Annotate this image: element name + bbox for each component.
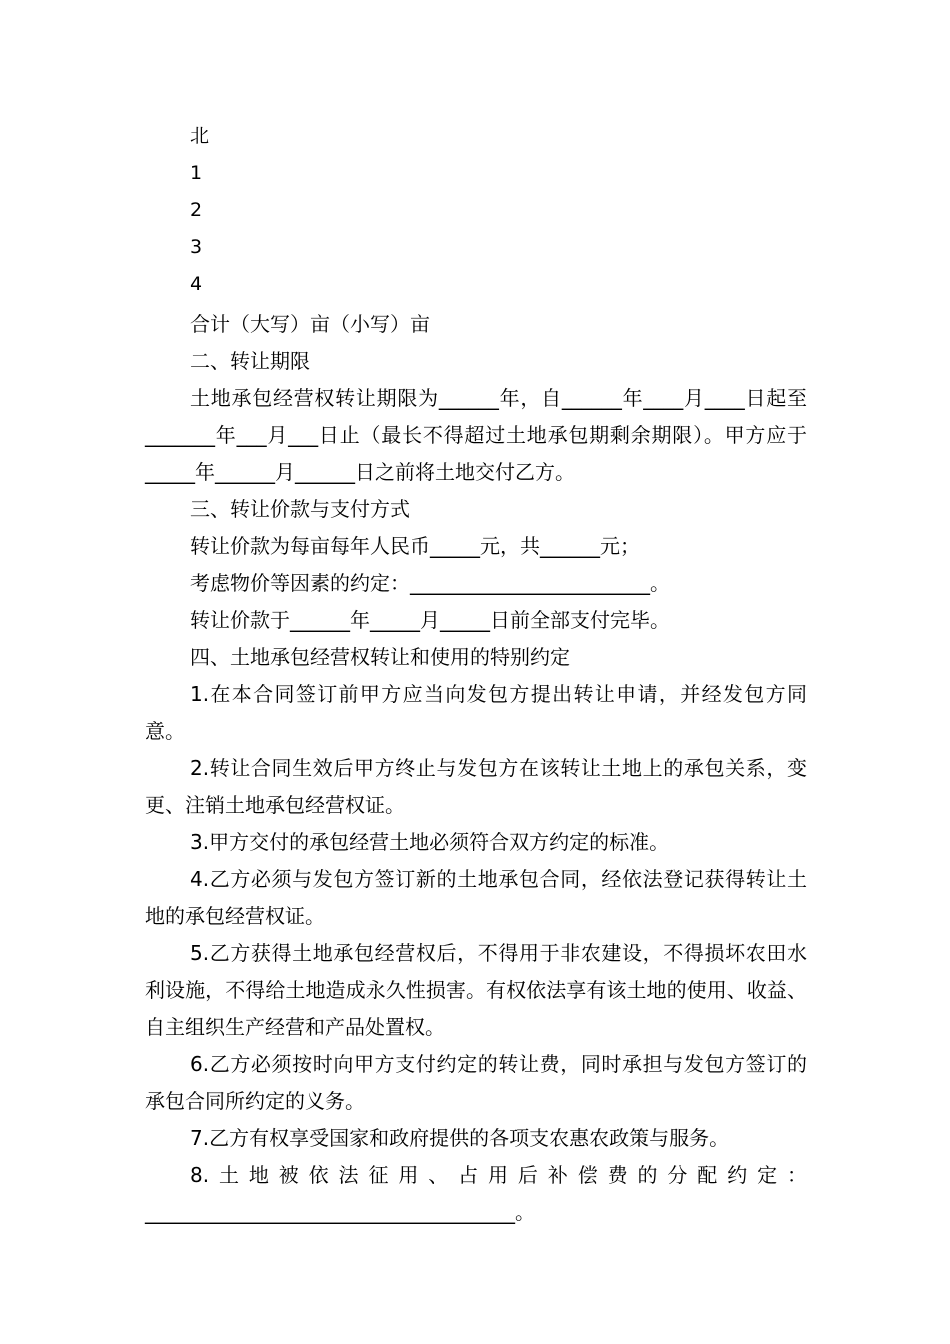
document-content xyxy=(145,118,807,1231)
section-2-heading: 二、转让期限 xyxy=(190,349,310,373)
section-3-heading: 三、转让价款与支付方式 xyxy=(190,497,410,521)
section-4-item-8: 8.土地被依法征用、占用后补偿费的分配约定：_____________________________________。 xyxy=(145,1163,807,1224)
section-4-item-7: 7.乙方有权享受国家和政府提供的各项支农惠农政策与服务。 xyxy=(190,1126,730,1150)
section-4-item-1: 1.在本合同签订前甲方应当向发包方提出转让申请，并经发包方同意。 xyxy=(145,682,807,743)
section-4-item-4: 4.乙方必须与发包方签订新的土地承包合同，经依法登记获得转让土地的承包经营权证。 xyxy=(145,867,807,928)
table-row-4: 4 xyxy=(190,273,203,295)
table-row-2: 2 xyxy=(190,199,203,221)
table-direction-label: 北 xyxy=(190,125,210,147)
table-row-1: 1 xyxy=(190,162,203,184)
section-3-price-line: 转让价款为每亩每年人民币_____元，共______元； xyxy=(190,534,640,558)
table-row-3: 3 xyxy=(190,236,203,258)
section-3-price-factor-line: 考虑物价等因素的约定：________________________。 xyxy=(190,571,670,595)
section-4-item-3: 3.甲方交付的承包经营土地必须符合双方约定的标准。 xyxy=(190,830,670,854)
section-4-item-2: 2.转让合同生效后甲方终止与发包方在该转让土地上的承包关系，变更、注销土地承包经营权证。 xyxy=(145,756,807,817)
section-4-item-6: 6.乙方必须按时向甲方支付约定的转让费，同时承担与发包方签订的承包合同所约定的义务。 xyxy=(145,1052,807,1113)
section-2-body: 土地承包经营权转让期限为______年，自______年____月____日起至_______年___月___日止（最长不得超过土地承包期剩余期限）。甲方应于_____年______月______日之前将土地交付乙方。 xyxy=(145,386,807,484)
table-total: 合计（大写）亩（小写）亩 xyxy=(190,312,430,336)
section-3-payment-date-line: 转让价款于______年_____月_____日前全部支付完毕。 xyxy=(190,608,670,632)
section-4-item-5: 5.乙方获得土地承包经营权后，不得用于非农建设，不得损坏农田水利设施，不得给土地造成永久性损害。有权依法享有该土地的使用、收益、自主组织生产经营和产品处置权。 xyxy=(145,941,807,1039)
section-4-heading: 四、土地承包经营权转让和使用的特别约定 xyxy=(190,645,570,669)
